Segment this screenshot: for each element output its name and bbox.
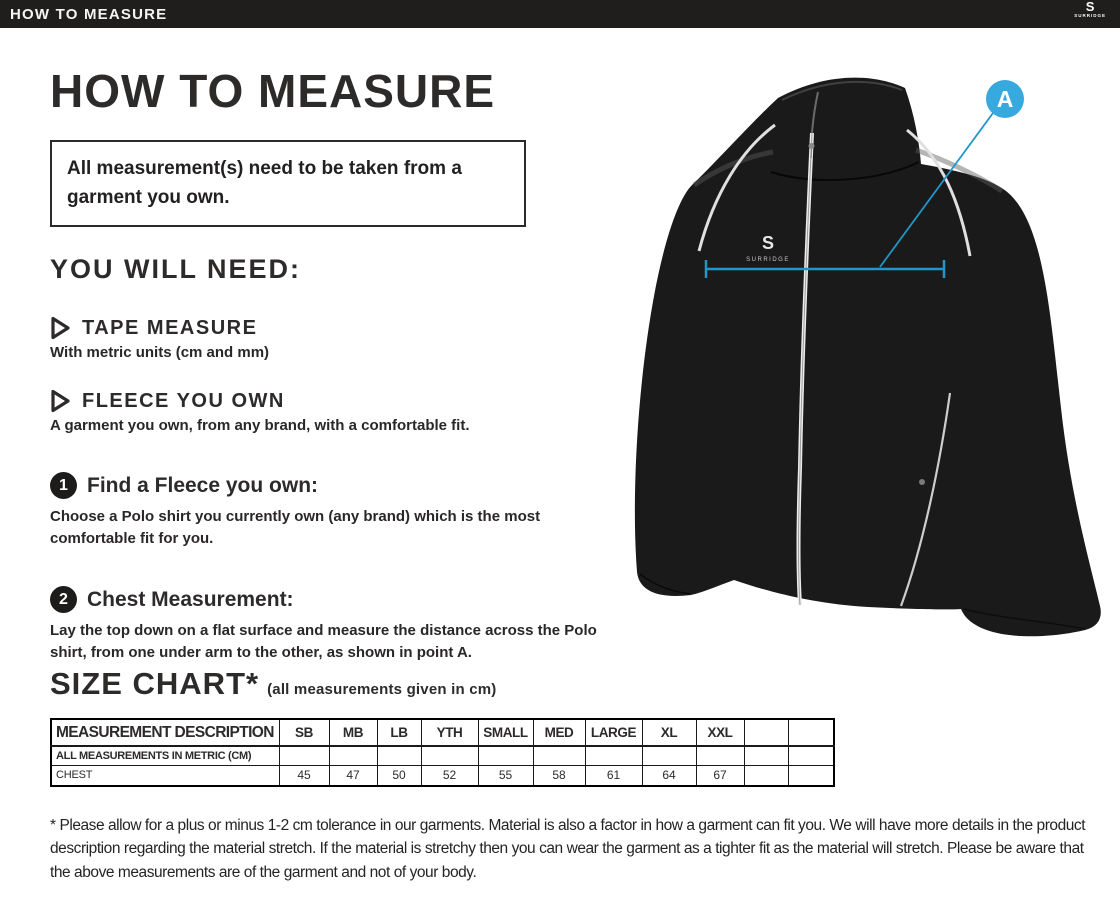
- header-cell: MED: [533, 719, 585, 746]
- header-cell: LB: [377, 719, 421, 746]
- step-number-badge: 2: [50, 586, 77, 613]
- page-title: HOW TO MEASURE: [50, 65, 496, 117]
- value-cell: [642, 746, 696, 765]
- value-cell: [788, 746, 834, 765]
- value-cell: [329, 746, 377, 765]
- header-cell: YTH: [421, 719, 478, 746]
- value-cell: 58: [533, 765, 585, 786]
- step-number-badge: 1: [50, 472, 77, 499]
- step-title: Find a Fleece you own:: [87, 473, 319, 497]
- table-row-chest: [51, 765, 834, 786]
- value-cell: 47: [329, 765, 377, 786]
- value-cell: [744, 765, 788, 786]
- header-cell: MB: [329, 719, 377, 746]
- table-row-metric-note: [51, 746, 834, 765]
- garment-logo-icon: S: [761, 233, 775, 253]
- jacket-body: [635, 78, 1101, 637]
- garment-logo-text: SURRIDGE: [746, 257, 790, 263]
- need-item-description: A garment you own, from any brand, with a comfortable fit.: [50, 417, 470, 434]
- header-cell: SMALL: [478, 719, 533, 746]
- zip-pull: [809, 143, 815, 149]
- need-item-label: TAPE MEASURE: [82, 316, 258, 339]
- need-item-fleece: [50, 389, 469, 434]
- header-cell: XL: [642, 719, 696, 746]
- play-triangle-icon: [50, 389, 71, 413]
- step-1: [50, 472, 606, 550]
- header-cell: [788, 719, 834, 746]
- value-cell: [788, 765, 834, 786]
- surridge-logo: [1074, 1, 1106, 19]
- footnote-text: * Please allow for a plus or minus 1-2 cm tolerance in our garments. Material is also a factor in how a garment can fit you. We will have more details in the product description regarding the material stretch. If the material is stretchy then you can wear the garment as a tighter fit as the material will stretch. Please be aware that the above measurements are of the garment and not of your body.: [50, 817, 1086, 881]
- value-cell: [744, 746, 788, 765]
- value-cell: 45: [279, 765, 329, 786]
- need-item-label: FLEECE YOU OWN: [82, 389, 285, 412]
- step-title: Chest Measurement:: [87, 587, 294, 611]
- value-cell: [533, 746, 585, 765]
- value-cell: [421, 746, 478, 765]
- point-a-label: A: [996, 86, 1014, 112]
- size-chart-subtitle: (all measurements given in cm): [267, 681, 497, 698]
- value-cell: 52: [421, 765, 478, 786]
- value-cell: 67: [696, 765, 744, 786]
- pocket-zip-pull: [919, 479, 925, 485]
- table-header-row: [51, 719, 834, 746]
- value-cell: 64: [642, 765, 696, 786]
- header-cell: MEASUREMENT DESCRIPTION: [51, 719, 279, 746]
- value-cell: [478, 746, 533, 765]
- notice-box: [50, 140, 526, 227]
- fleece-jacket-illustration: [598, 58, 1120, 678]
- value-cell: 55: [478, 765, 533, 786]
- header-cell: LARGE: [585, 719, 642, 746]
- step-description: Lay the top down on a flat surface and measure the distance across the Polo shirt, from one under arm to the other, as shown in point A.: [50, 622, 597, 661]
- step-2: [50, 586, 606, 664]
- top-bar: [0, 0, 1120, 28]
- value-cell: [279, 746, 329, 765]
- size-chart-table: [50, 718, 835, 787]
- step-description: Choose a Polo shirt you currently own (any brand) which is the most comfortable fit for you.: [50, 508, 541, 547]
- header-cell: SB: [279, 719, 329, 746]
- value-cell: [585, 746, 642, 765]
- size-chart-title: SIZE CHART*: [50, 666, 260, 701]
- value-cell: [696, 746, 744, 765]
- size-chart-heading: [50, 666, 497, 702]
- surridge-logo-icon: S: [1085, 0, 1095, 14]
- need-item-description: With metric units (cm and mm): [50, 344, 270, 361]
- header-cell: [744, 719, 788, 746]
- zip-pull-cord: [811, 149, 812, 158]
- value-cell: 61: [585, 765, 642, 786]
- header-cell: XXL: [696, 719, 744, 746]
- notice-text: All measurement(s) need to be taken from a garment you own.: [67, 158, 462, 208]
- row-label-cell: CHEST: [51, 765, 279, 786]
- top-bar-title: HOW TO MEASURE: [10, 5, 168, 23]
- surridge-logo-text: SURRIDGE: [1074, 13, 1106, 18]
- value-cell: [377, 746, 421, 765]
- you-will-need-heading: YOU WILL NEED:: [50, 254, 302, 284]
- play-triangle-icon: [50, 316, 71, 340]
- row-label-cell: ALL MEASUREMENTS IN METRIC (CM): [51, 746, 279, 765]
- need-item-tape-measure: [50, 316, 269, 361]
- value-cell: 50: [377, 765, 421, 786]
